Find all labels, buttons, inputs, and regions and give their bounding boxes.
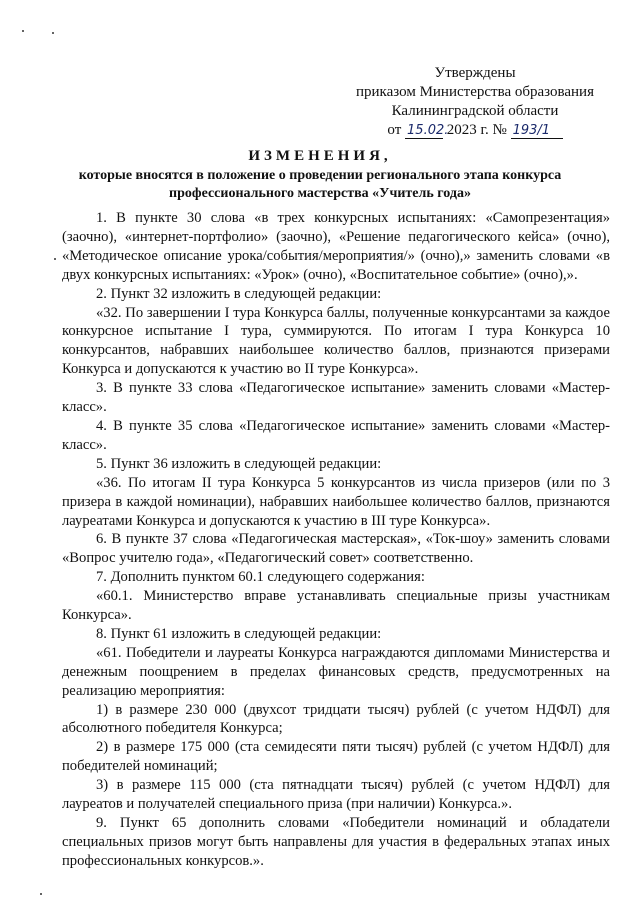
approval-region: Калининградской области	[391, 103, 559, 119]
paragraph: «36. По итогам II тура Конкурса 5 конкурсантов из числа призеров (или по 3 призера в каждой номинации), набравших наибольшее количество баллов, признаются лауреатами Конкурса и допускаются к участию в III туре Конкурса».	[62, 474, 610, 529]
paragraph: 8. Пункт 61 изложить в следующей редакции:	[96, 625, 382, 642]
approval-date-line	[330, 121, 620, 140]
paragraph: 1) в размере 230 000 (двухсот тридцати тысяч) рублей (с учетом НДФЛ) для абсолютного победителя Конкурса;	[62, 701, 610, 737]
approval-heading: Утверждены	[434, 65, 516, 81]
scan-speck	[52, 32, 54, 34]
scan-speck	[22, 30, 24, 32]
paragraph: 1. В пункте 30 слова «в трех конкурсных испытаниях: «Самопрезентация» (заочно), «интернет-портфолио» (заочно), «Решение педагогического кейса» (очно), «Методическое описание урока/события/мероприятия/» (очно),» заменить словами «в двух конкурсных испытаниях: «Урок» (очно), «Воспитательное событие» (очно),».	[62, 210, 610, 283]
document-body	[62, 209, 610, 871]
paragraph: 3) в размере 115 000 (ста пятнадцати тысяч) рублей (с учетом НДФЛ) для лауреатов и получателей специального приза (при наличии) Конкурса.».	[62, 777, 610, 813]
paragraph: «61. Победители и лауреаты Конкурса награждаются дипломами Министерства и денежным поощрением в пределах финансовых средств, предусмотренных на реализацию мероприятия:	[62, 644, 610, 699]
scan-speck	[54, 258, 56, 260]
year-text: 2023 г. №	[446, 122, 507, 138]
paragraph: 4. В пункте 35 слова «Педагогическое испытание» заменить словами «Мастер-класс».	[62, 417, 610, 453]
document-title: ИЗМЕНЕНИЯ,	[248, 148, 392, 164]
paragraph: 3. В пункте 33 слова «Педагогическое испытание» заменить словами «Мастер-класс».	[62, 380, 610, 416]
paragraph: 9. Пункт 65 дополнить словами «Победители номинаций и обладатели специальных призов могут быть направлены для участия в федеральных этапах иных профессиональных конкурсов.».	[62, 815, 610, 869]
handwritten-date: 15.02.	[407, 123, 449, 138]
paragraph: «32. По завершении I тура Конкурса баллы, полученные конкурсантами за каждое конкурсное испытание I тура, суммируются. По итогам I тура Конкурса 10 конкурсантов, набравших наибольшее количество баллов, признаются призерами Конкурса и допускаются к участию во II туре Конкурса».	[62, 304, 610, 378]
paragraph: 7. Дополнить пунктом 60.1 следующего содержания:	[96, 569, 425, 586]
paragraph: 5. Пункт 36 изложить в следующей редакции:	[96, 455, 382, 472]
approval-block	[330, 64, 620, 140]
paragraph: 6. В пункте 37 слова «Педагогическая мастерская», «Ток-шоу» заменить словами «Вопрос учителю года», «Педагогический совет» соответственно.	[62, 531, 610, 567]
date-prefix: от	[387, 122, 402, 138]
document-subtitle: которые вносятся в положение о проведении регионального этапа конкурса профессионального мастерства «Учитель года»	[78, 168, 562, 201]
handwritten-number: 193/1	[511, 124, 563, 139]
scan-speck	[40, 893, 42, 895]
approval-order: приказом Министерства образования	[356, 84, 594, 100]
paragraph: 2. Пункт 32 изложить в следующей редакции:	[96, 285, 382, 302]
paragraph: 2) в размере 175 000 (ста семидесяти пяти тысяч) рублей (с учетом НДФЛ) для победителей номинаций;	[62, 739, 610, 775]
paragraph: «60.1. Министерство вправе устанавливать специальные призы участникам Конкурса».	[62, 588, 610, 624]
